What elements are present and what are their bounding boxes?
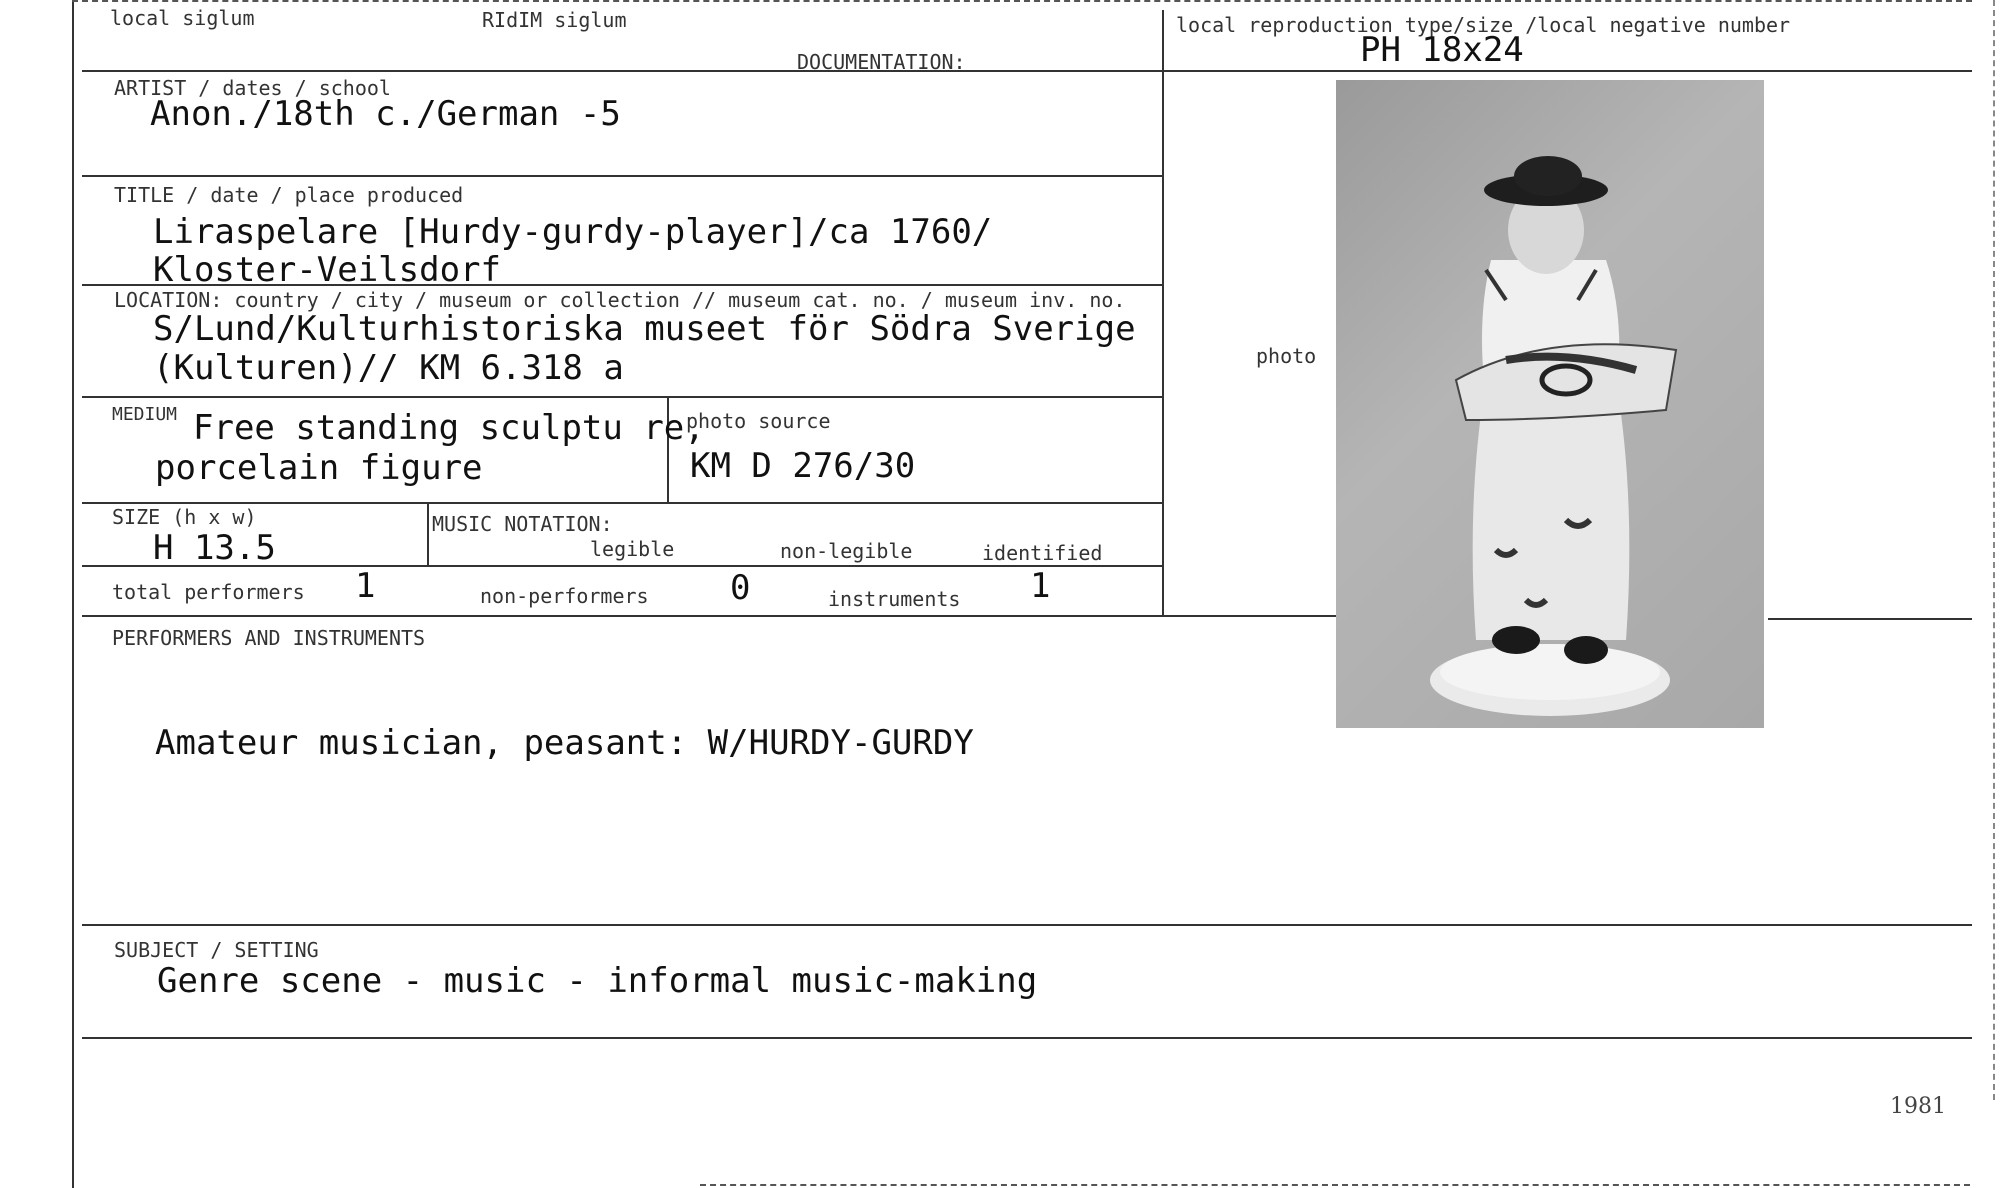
rule-artist xyxy=(82,175,1162,177)
music-notation-legible: legible xyxy=(590,537,675,561)
instruments-label: instruments xyxy=(828,587,961,611)
rule-photo-bottom xyxy=(1768,618,1972,620)
rule-counts xyxy=(82,615,1342,617)
performers-label: PERFORMERS AND INSTRUMENTS xyxy=(112,626,426,650)
photo-label: photo xyxy=(1256,344,1317,368)
size-value: H 13.5 xyxy=(153,528,276,568)
subject-label: SUBJECT / SETTING xyxy=(114,938,319,962)
rule-performers xyxy=(82,924,1972,926)
music-notation-label: MUSIC NOTATION: xyxy=(432,512,613,536)
location-line2: (Kulturen)// KM 6.318 a xyxy=(153,348,624,388)
card-left-edge xyxy=(72,0,74,1188)
non-performers-value: 0 xyxy=(730,568,751,608)
rule-location xyxy=(82,396,1162,398)
subject-value: Genre scene - music - informal music-making xyxy=(157,961,1038,1001)
medium-line1: Free standing sculptu re, xyxy=(193,408,705,448)
total-performers-label: total performers xyxy=(112,580,305,604)
ridim-siglum-label: RIdIM siglum xyxy=(482,8,627,32)
rule-subject xyxy=(82,1037,1972,1039)
local-siglum-label: local siglum xyxy=(110,6,255,30)
size-label: SIZE (h x w) xyxy=(112,505,257,529)
figurine-photo xyxy=(1336,80,1764,728)
footer-year: 1981 xyxy=(1890,1094,1946,1119)
title-line2: Kloster-Veilsdorf xyxy=(153,250,501,290)
size-divider xyxy=(427,502,429,565)
title-line1: Liraspelare [Hurdy-gurdy-player]/ca 1760/ xyxy=(153,212,993,252)
non-performers-label: non-performers xyxy=(480,584,649,608)
total-performers-value: 1 xyxy=(355,566,376,606)
medium-line2: porcelain figure xyxy=(155,448,483,488)
location-line1: S/Lund/Kulturhistoriska museet för Södra Sverige xyxy=(153,309,1136,349)
music-notation-identified: identified xyxy=(982,541,1103,565)
top-edge xyxy=(72,0,1972,2)
documentation-label: DOCUMENTATION: xyxy=(797,50,966,74)
location-label: LOCATION: country / city / museum or collection // museum cat. no. / museum inv. no. xyxy=(114,288,1126,312)
title-label: TITLE / date / place produced xyxy=(114,183,464,207)
photo-source-value: KM D 276/30 xyxy=(690,446,916,486)
music-notation-non-legible: non-legible xyxy=(780,539,913,563)
performers-value: Amateur musician, peasant: W/HURDY-GURDY xyxy=(155,723,974,763)
artist-label: ARTIST / dates / school xyxy=(114,76,391,100)
instruments-value: 1 xyxy=(1030,566,1051,606)
rule-footer xyxy=(700,1184,1970,1186)
medium-label: MEDIUM xyxy=(112,404,178,425)
reproduction-value: PH 18x24 xyxy=(1360,30,1524,70)
rule-medium xyxy=(82,502,1162,504)
photo-source-label: photo source xyxy=(686,409,831,433)
artist-value: Anon./18th c./German -5 xyxy=(150,94,621,134)
photo-column-divider xyxy=(1162,10,1164,616)
rule-header xyxy=(82,70,1972,72)
reproduction-label: local reproduction type/size /local negative number xyxy=(1176,13,1791,37)
right-edge xyxy=(1993,0,1995,1100)
